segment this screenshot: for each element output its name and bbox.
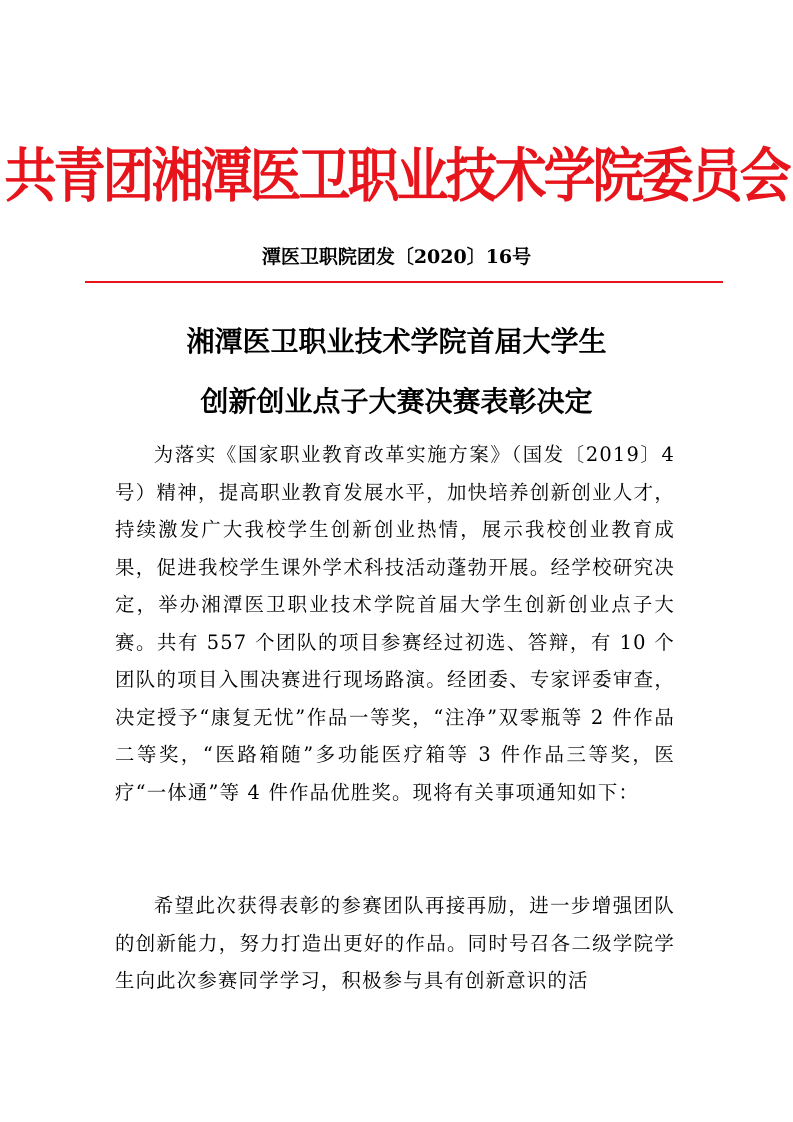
red-divider-line	[85, 281, 723, 283]
body-paragraph-2: 希望此次获得表彰的参赛团队再接再励，进一步增强团队的创新能力，努力打造出更好的作品。同时号召各二级学院学生向此次参赛同学学习，积极参与具有创新意识的活	[115, 894, 675, 992]
document-title-line-1: 湘潭医卫职业技术学院首届大学生	[186, 325, 607, 358]
document-title-line-2: 创新创业点子大赛决赛表彰决定	[200, 385, 593, 418]
body-paragraph-1: 为落实《国家职业教育改革实施方案》（国发〔2019〕4 号）精神，提高职业教育发展水平，加快培养创新创业人才，持续激发广大我校学生创新创业热情，展示我校创业教育成果，促进我校学生课外学术科技活动蓬勃开展。经学校研究决定，举办湘潭医卫职业技术学院首届大学生创新创业点子大赛。共有 557 个团队的项目参赛经过初选、答辩，有 10 个团队的项目入围决赛进行现场路演。经团委、专家评委审查，决定授予“康复无忧”作品一等奖，“注净”双零瓶等 2 件作品二等奖，“医路箱随”多功能医疗箱等 3 件作品三等奖，医疗“一体通”等 4 件作品优胜奖。现将有关事项通知如下：	[115, 443, 675, 804]
masthead-org-name: 共青团湘潭医卫职业技术学院委员会	[4, 142, 789, 211]
document-number: 潭医卫职院团发〔2020〕16号	[261, 246, 532, 268]
